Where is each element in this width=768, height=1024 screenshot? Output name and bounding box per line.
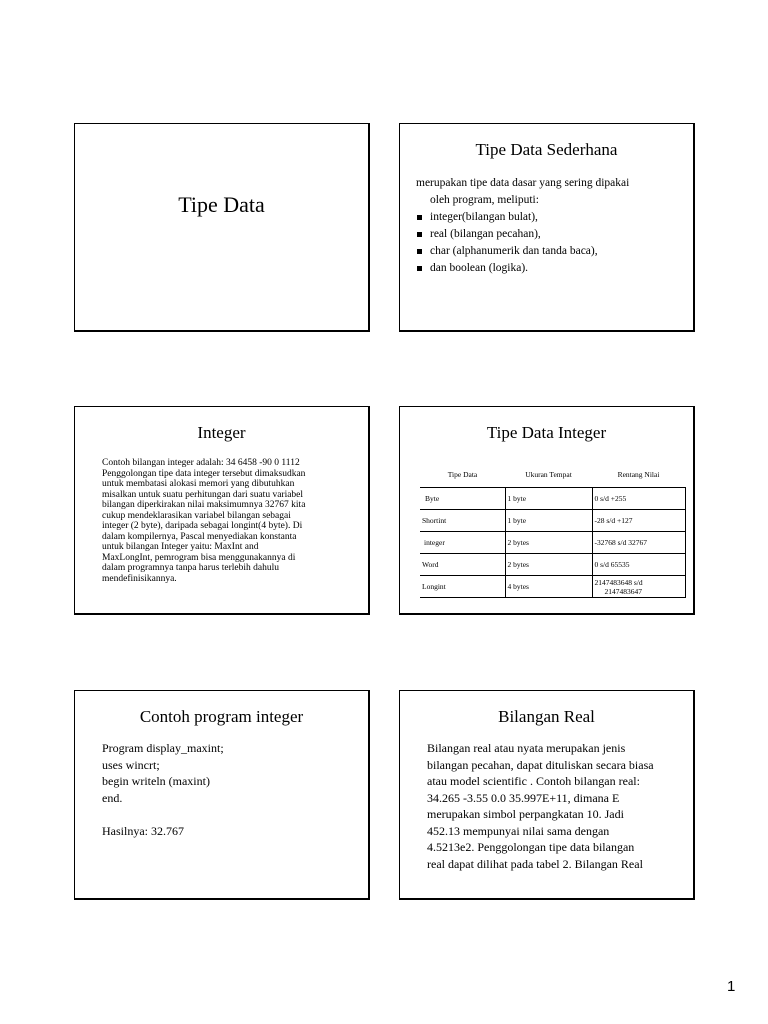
- column-header: Rentang Nilai: [592, 461, 685, 488]
- slide-integer: [74, 406, 370, 615]
- table-cell: -28 s/d +127: [592, 510, 685, 532]
- intro-text: [416, 175, 688, 209]
- table-cell: 2 bytes: [505, 532, 592, 554]
- table-cell: 4 bytes: [505, 576, 592, 598]
- table-row: [420, 510, 685, 532]
- table-cell: Word: [420, 554, 505, 576]
- text-line: untuk membatasi alokasi memori yang dibutuhkan: [102, 479, 295, 489]
- list-item: [416, 260, 688, 277]
- list-item-label: dan boolean (logika).: [430, 262, 529, 274]
- table-cell: Byte: [420, 488, 505, 510]
- slide-title: Bilangan Real: [498, 707, 595, 726]
- slide-body: [416, 175, 688, 277]
- slide-tipe-data: [74, 123, 370, 332]
- text-line: real dapat dilihat pada tabel 2. Bilangan Real: [427, 856, 643, 871]
- code-line: uses wincrt;: [102, 757, 160, 772]
- column-header: Tipe Data: [420, 461, 505, 488]
- table-row: [420, 532, 685, 554]
- list-item: [416, 243, 688, 260]
- result-text: Hasilnya: 32.767: [102, 823, 184, 838]
- text-line: 4.5213e2. Penggolongan tipe data bilangan: [427, 840, 635, 854]
- slide-title: Tipe Data: [178, 192, 265, 217]
- list-item-label: integer(bilangan bulat),: [430, 211, 538, 223]
- text-line: untuk bilangan Integer yaitu: MaxInt and: [102, 542, 259, 552]
- table-cell: [592, 576, 685, 598]
- page-number: 1: [727, 978, 736, 995]
- column-header: Ukuran Tempat: [505, 461, 592, 488]
- slide-title: Integer: [197, 423, 246, 442]
- cell-line: 2147483648 s/d: [594, 577, 643, 587]
- square-bullet-icon: [417, 232, 422, 237]
- spacer: [102, 806, 362, 823]
- slide-title: Contoh program integer: [139, 707, 304, 726]
- code-line: Program display_maxint;: [102, 741, 224, 755]
- text-line: atau model scientific . Contoh bilangan real:: [427, 774, 640, 788]
- text-line: dalam kompilernya, Pascal menyediakan konstanta: [102, 531, 297, 542]
- table-cell: 0 s/d +255: [592, 488, 685, 510]
- text-line: 34.265 -3.55 0.0 35.997E+11, dimana E: [427, 790, 620, 805]
- slide-bilangan-real: [399, 690, 695, 900]
- table-cell: -32768 s/d 32767: [592, 532, 685, 554]
- text-line: cukup mendeklarasikan variabel bilangan sebagai: [102, 510, 291, 521]
- table-cell: 0 s/d 65535: [592, 554, 685, 576]
- cell-line: 2147483647: [604, 586, 642, 596]
- table-cell: Longint: [420, 576, 505, 598]
- text-line: bilangan diperkirakan nilai maksimumnya 32767 kita: [102, 500, 306, 510]
- code-line: begin writeln (maxint): [102, 774, 210, 788]
- table-cell: integer: [420, 532, 505, 554]
- integer-types-table: [420, 461, 686, 598]
- text-line: misalkan untuk suatu perhitungan dari suatu variabel: [102, 489, 304, 500]
- slide-title: Tipe Data Sederhana: [475, 140, 618, 159]
- table-row: [420, 488, 685, 510]
- slide-body: [427, 740, 687, 872]
- slide-tipe-data-sederhana: [399, 123, 695, 332]
- square-bullet-icon: [417, 249, 422, 254]
- intro-line: oleh program, meliputi:: [430, 194, 539, 206]
- slide-title: Tipe Data Integer: [486, 423, 607, 442]
- text-line: Contoh bilangan integer adalah: 34 6458 -90 0 1112: [102, 458, 300, 468]
- text-line: merupakan simbol perpangkatan 10. Jadi: [427, 807, 624, 821]
- table-row: [420, 576, 685, 598]
- list-item: [416, 209, 688, 226]
- text-line: 452.13 mempunyai nilai sama dengan: [427, 823, 610, 838]
- intro-line: merupakan tipe data dasar yang sering dipakai: [416, 177, 630, 189]
- bullet-list: [416, 209, 688, 277]
- list-item-label: real (bilangan pecahan),: [430, 228, 541, 240]
- slide-tipe-data-integer: [399, 406, 695, 615]
- table-cell: Shortint: [420, 510, 505, 532]
- table-cell: 1 byte: [505, 488, 592, 510]
- text-line: integer (2 byte), daripada sebagai longint(4 byte). Di: [102, 521, 303, 531]
- table-header-row: [420, 461, 685, 488]
- text-line: mendefinisikannya.: [102, 573, 177, 584]
- slide-body: [102, 458, 360, 584]
- text-line: MaxLongInt, pemrogram bisa menggunakannya di: [102, 552, 296, 563]
- square-bullet-icon: [417, 215, 422, 220]
- table-row: [420, 554, 685, 576]
- slide-body: [102, 740, 362, 839]
- square-bullet-icon: [417, 266, 422, 271]
- slide-contoh-program: [74, 690, 370, 900]
- list-item-label: char (alphanumerik dan tanda baca),: [430, 245, 598, 257]
- text-line: Penggolongan tipe data integer tersebut dimaksudkan: [102, 468, 306, 479]
- table-cell: 1 byte: [505, 510, 592, 532]
- list-item: [416, 226, 688, 243]
- code-line: end.: [102, 790, 123, 805]
- text-line: bilangan pecahan, dapat dituliskan secara biasa: [427, 757, 654, 772]
- table-cell: 2 bytes: [505, 554, 592, 576]
- text-line: Bilangan real atau nyata merupakan jenis: [427, 741, 626, 755]
- text-line: dalam programnya tanpa harus terlebih dahulu: [102, 563, 280, 573]
